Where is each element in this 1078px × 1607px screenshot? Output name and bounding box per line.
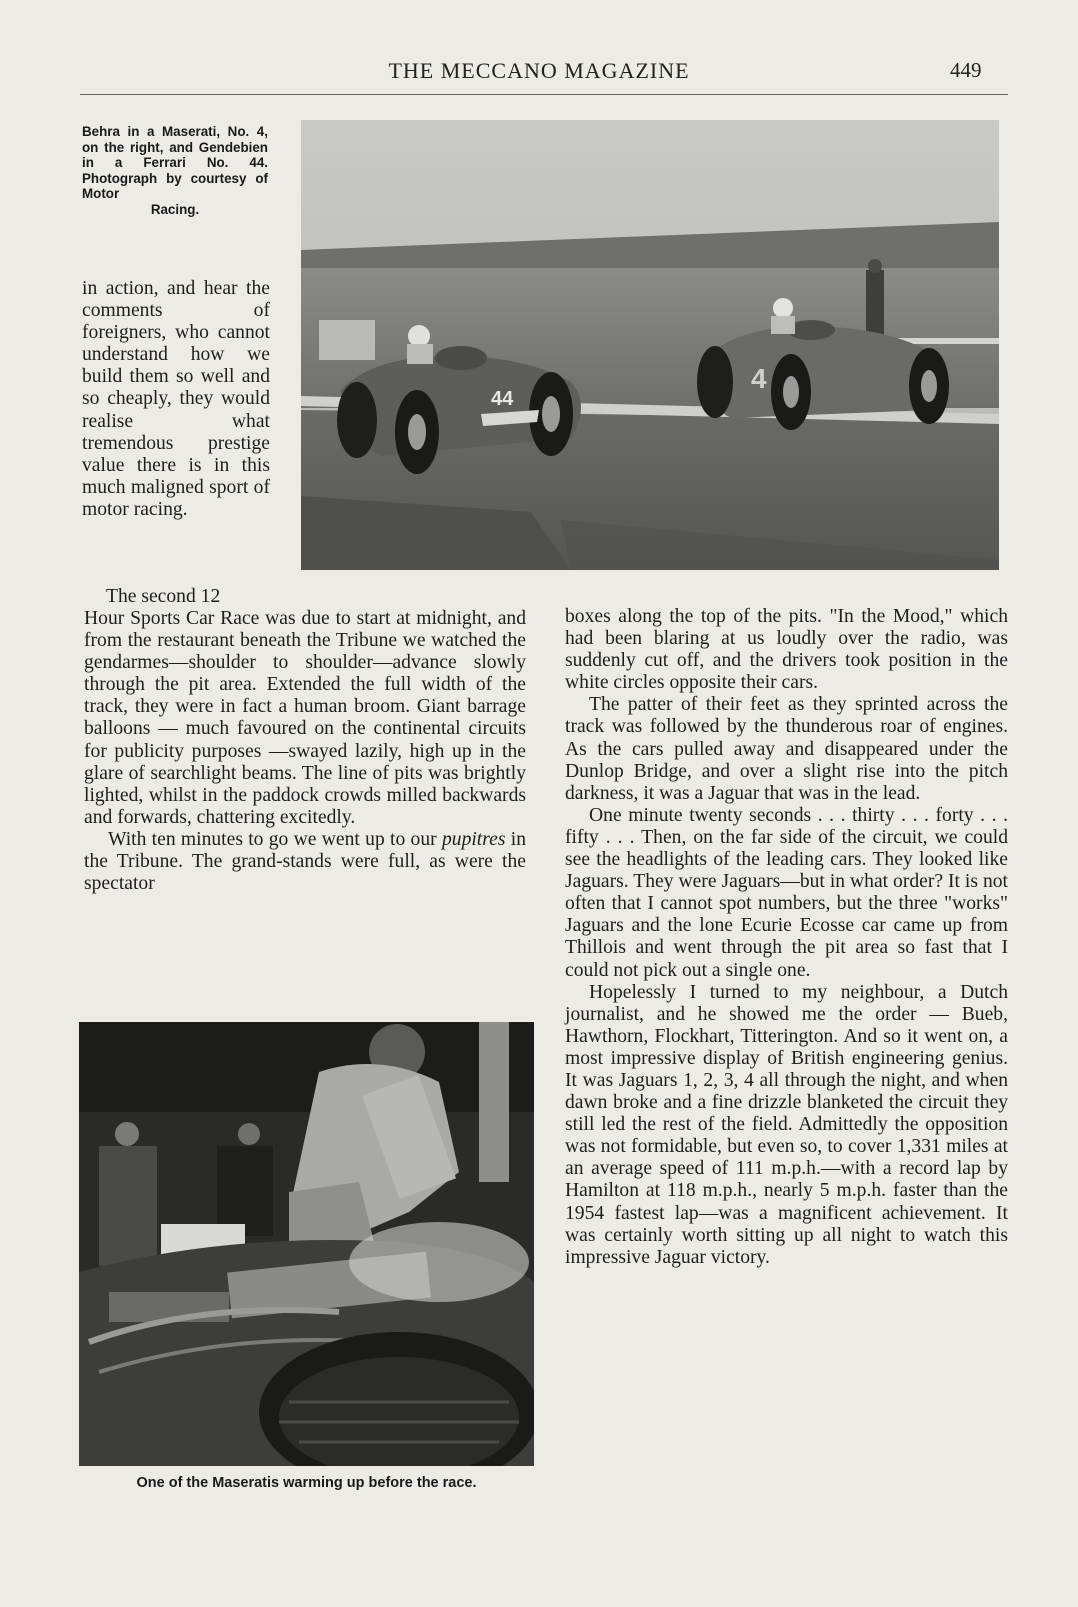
caption-line: by courtesy of Motor <box>82 170 268 201</box>
article-para2: Hour Sports Car Race was due to start at midnight, and from the restaurant beneath the Tribune we watched the gendarmes—shoulder to shoulder—advance slowly through the pit area. Extended the full width of the track, they were in fact a human broom. Giant barrage balloons — much favoured on the continental circuits for publicity purposes —swayed lazily, high up in the glare of searchlight beams. The line of pits was brightly lighted, whilst in the paddock crowds milled backwards and forwards, chattering excitedly. <box>84 608 526 828</box>
caption-line: No. 4, on the right, and <box>82 124 268 155</box>
running-header-title: THE MECCANO MAGAZINE <box>388 58 690 83</box>
maserati-number: 4 <box>751 363 767 394</box>
caption-line: Behra in a Maserati, <box>82 124 221 139</box>
caption-line: Gendebien in a Ferrari <box>82 139 268 170</box>
article-intro: in action, and hear the comments of foreigners, who cannot understand how we build them so well and so cheaply, they would realise what tremendous prestige value there is in this much maligned sport of motor racing. <box>82 278 270 520</box>
caption-line: No. 44. Photograph <box>82 155 269 186</box>
italic-word: pupitres <box>441 828 506 850</box>
article-para-r2: The patter of their feet as they sprinted across the track was followed by the thunderous roar of engines. As the cars pulled away and disappeared under the Dunlop Bridge, and over a slight rise into the pitch darkness, it was a Jaguar that was in the lead. <box>565 694 1008 804</box>
photo-caption-top <box>82 124 268 217</box>
caption-line: Racing. <box>150 201 200 217</box>
article-para-r1: boxes along the top of the pits. "In the Mood," which had been blaring at us loudly over the radio, was suddenly cut off, and the drivers took position in the white circles opposite their cars. <box>565 606 1008 694</box>
article-column-left <box>84 608 526 895</box>
article-para-r4: Hopelessly I turned to my neighbour, a Dutch journalist, and he showed me the order — Bueb, Hawthorn, Flockhart, Titterington. And so it went on, a most impressive display of British engineering genius. It was Jaguars 1, 2, 3, 4 all through the night, and when dawn broke and a fine drizzle blanketed the circuit they still led the rest of the field. Admittedly the opposition was not formidable, but even so, to cover 1,331 miles at an average speed of 111 m.p.h.—with a record lap by Hamilton at 118 m.p.h., nearly 5 m.p.h. faster than the 1954 fastest lap—was a magnificent achievement. It was certainly worth sitting up all night to watch this impressive Jaguar victory. <box>565 981 1008 1268</box>
maserati-engine-photo <box>79 1022 534 1466</box>
racing-cars-photo <box>301 120 999 570</box>
article-para-r3: One minute twenty seconds . . . thirty . . . forty . . . fifty . . . Then, on the far side of the circuit, we could see the headlights of the leading cars. They looked like Jaguars. They were Jaguars—but in what order? It is not often that I cannot spot numbers, but the three "works" Jaguars and the lone Ecurie Ecosse car came up from Thillois and went through the pit area so fast that I could not pick out a single one. <box>565 804 1008 981</box>
photo-caption-bottom: One of the Maseratis warming up before the race. <box>136 1475 477 1491</box>
header-rule <box>80 94 1008 95</box>
article-para2-start: The second 12 <box>106 586 221 607</box>
article-para3: With ten minutes to go we went up to our pupitres in the Tribune. The grand-stands were full, as were the spectator <box>84 828 526 895</box>
ferrari-number: 44 <box>491 388 514 410</box>
page-number: 449 <box>950 58 982 82</box>
article-column-right <box>565 606 1008 1269</box>
